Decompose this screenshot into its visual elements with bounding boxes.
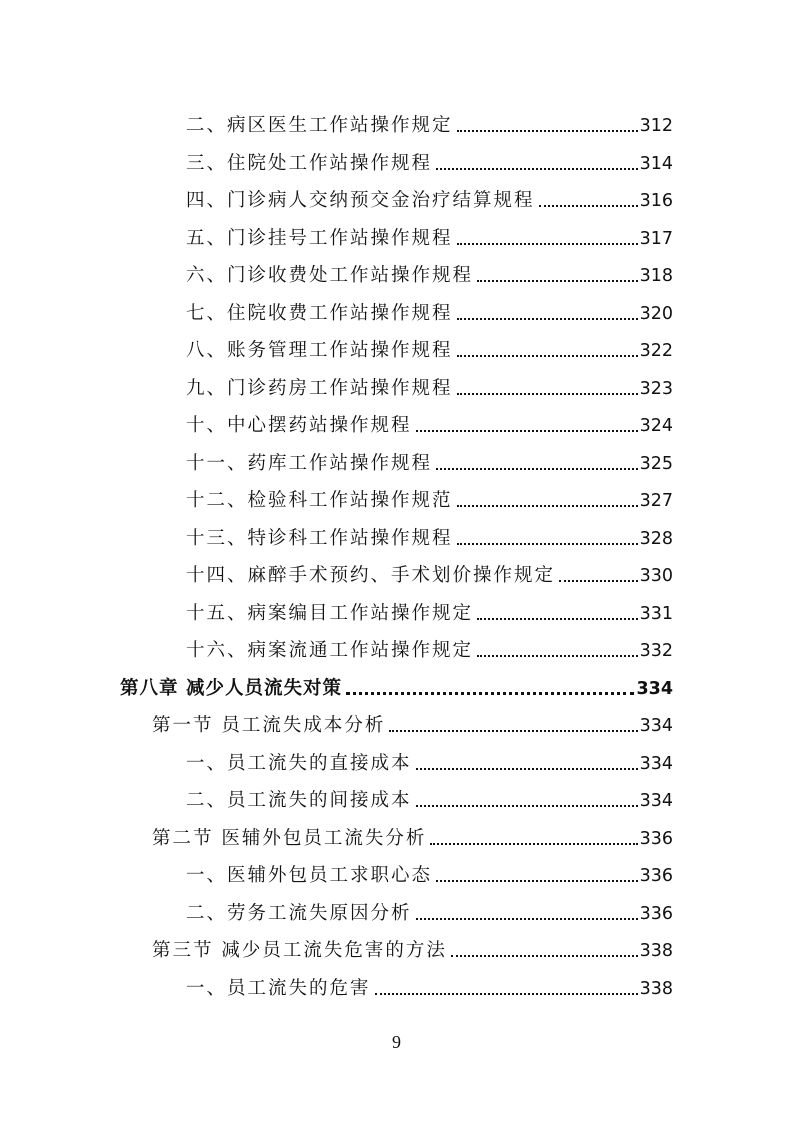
toc-entry[interactable]: [186, 400, 673, 437]
page-number: 9: [392, 1032, 401, 1052]
toc-entry[interactable]: [186, 325, 673, 362]
dot-leader: [436, 467, 638, 470]
toc-entry[interactable]: [186, 738, 673, 775]
toc-entry-page: 314: [639, 153, 673, 174]
toc-entry-page: 317: [639, 228, 673, 249]
dot-leader: [457, 542, 638, 545]
dot-leader: [416, 767, 638, 770]
toc-entry-title: 第八章 减少人员流失对策: [120, 677, 342, 699]
dot-leader: [477, 279, 638, 282]
toc-entry-title: 一、医辅外包员工求职心态: [186, 865, 433, 886]
toc-entry[interactable]: [186, 550, 673, 587]
toc-entry[interactable]: [186, 363, 673, 400]
toc-entry-page: 323: [639, 378, 673, 399]
toc-entry[interactable]: [186, 100, 673, 137]
dot-leader: [430, 842, 637, 845]
dot-leader: [436, 879, 638, 882]
toc-entry-title: 一、员工流失的直接成本: [186, 752, 412, 774]
toc-section-entry[interactable]: [152, 700, 673, 737]
toc-entry-title: 二、劳务工流失原因分析: [186, 902, 412, 924]
toc-entry[interactable]: [186, 438, 673, 475]
dot-leader: [457, 317, 638, 320]
toc-entry[interactable]: [186, 175, 673, 212]
toc-chapter-entry[interactable]: [120, 663, 673, 700]
dot-leader: [539, 204, 638, 207]
dot-leader: [477, 617, 638, 620]
toc-entry-page: 334: [639, 753, 673, 774]
toc-entry-title: 第一节 员工流失成本分析: [152, 715, 386, 736]
toc-entry-title: 九、门诊药房工作站操作规程: [186, 377, 453, 399]
toc-entry-title: 一、员工流失的危害: [186, 977, 371, 999]
dot-leader: [451, 954, 638, 957]
toc-entry-page: 330: [639, 566, 673, 586]
toc-entry-page: 336: [639, 866, 673, 886]
toc-entry-page: 327: [639, 491, 673, 511]
dot-leader: [416, 429, 638, 432]
toc-entry-title: 三、住院处工作站操作规程: [186, 152, 433, 174]
dot-leader: [375, 992, 638, 995]
toc-entry[interactable]: [186, 888, 673, 925]
toc-entry-page: 331: [639, 603, 673, 624]
toc-entry-page: 328: [639, 528, 673, 549]
toc-entry-title: 十六、病案流通工作站操作规定: [186, 640, 474, 661]
toc-entry-page: 336: [639, 828, 673, 849]
toc-entry-page: 334: [639, 716, 673, 736]
dot-leader: [416, 804, 638, 807]
toc-entry[interactable]: [186, 288, 673, 325]
dot-leader: [559, 579, 638, 582]
toc-entry-title: 十三、特诊科工作站操作规程: [186, 527, 453, 549]
dot-leader: [477, 654, 638, 657]
toc-entry-title: 四、门诊病人交纳预交金治疗结算规程: [186, 190, 535, 211]
toc-entry-page: 325: [639, 453, 673, 474]
toc-entry[interactable]: [186, 213, 673, 250]
toc-entry-title: 十四、麻醉手术预约、手术划价操作规定: [186, 565, 556, 586]
toc-entry-page: 312: [639, 116, 673, 136]
toc-entry-title: 十二、检验科工作站操作规范: [186, 490, 453, 511]
dot-leader: [457, 129, 638, 132]
toc-entry-title: 十一、药库工作站操作规程: [186, 452, 433, 474]
dot-leader: [457, 242, 638, 245]
toc-section-entry[interactable]: [152, 813, 673, 850]
toc-entry[interactable]: [186, 138, 673, 175]
toc-entry-page: 334: [636, 678, 673, 699]
toc-entry-title: 八、账务管理工作站操作规程: [186, 340, 453, 361]
toc-entry-page: 338: [639, 941, 673, 961]
toc-entry-page: 320: [639, 303, 673, 324]
dot-leader: [416, 917, 638, 920]
toc-section-entry[interactable]: [152, 925, 673, 962]
toc-entry-title: 六、门诊收费处工作站操作规程: [186, 265, 474, 286]
toc-entry-page: 334: [639, 791, 673, 811]
toc-entry[interactable]: [186, 250, 673, 287]
toc-entry-page: 316: [639, 191, 673, 211]
toc-entry[interactable]: [186, 850, 673, 887]
toc-entry-title: 七、住院收费工作站操作规程: [186, 302, 453, 324]
toc-entry-page: 318: [639, 266, 673, 286]
toc-entry[interactable]: [186, 588, 673, 625]
toc-entry-page: 322: [639, 341, 673, 361]
dot-leader: [389, 729, 637, 732]
toc-entry-page: 332: [639, 641, 673, 661]
toc-entry-title: 十、中心摆药站操作规程: [186, 415, 412, 436]
dot-leader: [457, 504, 638, 507]
dot-leader: [436, 167, 638, 170]
toc-entry-page: 338: [639, 978, 673, 999]
dot-leader: [457, 392, 638, 395]
toc-entry[interactable]: [186, 625, 673, 662]
toc-entry-page: 336: [639, 903, 673, 924]
toc-entry-title: 第二节 医辅外包员工流失分析: [152, 827, 427, 849]
toc-entry-title: 二、员工流失的间接成本: [186, 790, 412, 811]
toc-entry[interactable]: [186, 513, 673, 550]
toc-entry[interactable]: [186, 963, 673, 1000]
toc-entry-title: 五、门诊挂号工作站操作规程: [186, 227, 453, 249]
toc-entry-title: 十五、病案编目工作站操作规定: [186, 602, 474, 624]
dot-leader: [457, 354, 638, 357]
dot-leader: [346, 691, 635, 695]
toc-entry-page: 324: [639, 416, 673, 436]
toc-entry[interactable]: [186, 775, 673, 812]
toc-entry-title: 第三节 减少员工流失危害的方法: [152, 940, 447, 961]
toc-entry-title: 二、病区医生工作站操作规定: [186, 115, 453, 136]
toc-entry[interactable]: [186, 475, 673, 512]
